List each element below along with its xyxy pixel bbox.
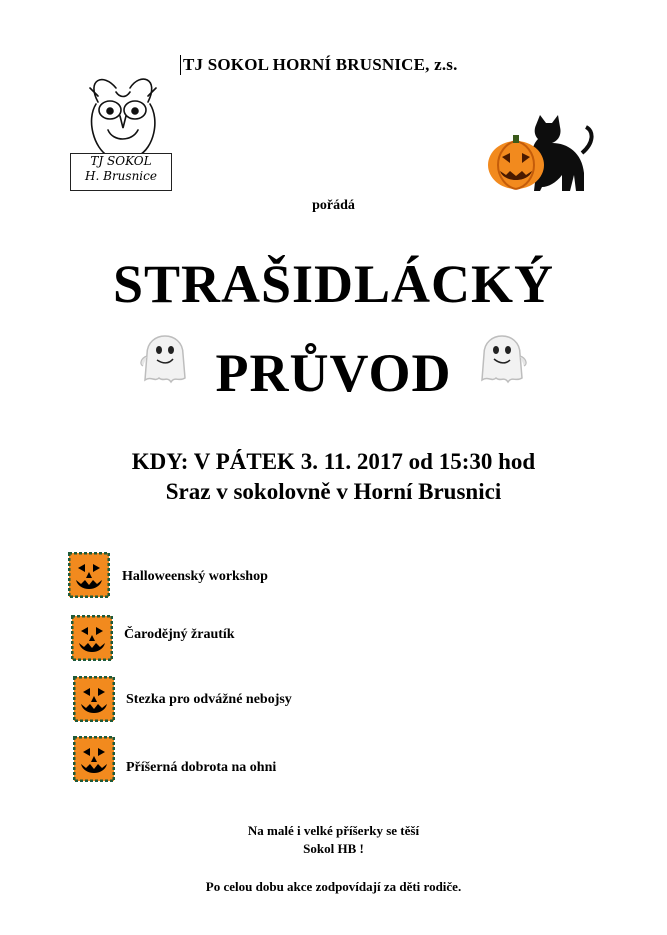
list-item <box>73 676 115 727</box>
activity-label: Příšerná dobrota na ohni <box>126 760 277 775</box>
pumpkin-stamp-icon <box>71 615 113 661</box>
parents-notice: Po celou dobu akce zodpovídají za děti rodiče. <box>205 879 462 894</box>
presents-text: pořádá <box>312 198 355 213</box>
title-line-2: PRŮVOD <box>215 343 452 403</box>
owl-icon <box>68 70 178 160</box>
ghost-icon-right <box>474 322 530 386</box>
title-line-1: STRAŠIDLÁCKÝ <box>112 254 555 314</box>
pumpkin-stamp-icon <box>73 676 115 722</box>
activity-label: Čarodějný žrautík <box>124 627 235 642</box>
pumpkin-stamp-icon <box>68 552 110 598</box>
event-meeting-place: Sraz v sokolovně v Horní Brusnici <box>165 479 502 504</box>
closing-line-1: Na malé i velké příšerky se těší <box>247 823 420 838</box>
event-when: KDY: V PÁTEK 3. 11. 2017 od 15:30 hod <box>131 449 536 474</box>
logo-line-2: H. Brusnice <box>85 169 157 183</box>
list-item <box>73 736 115 787</box>
list-item <box>71 615 113 666</box>
sokol-logo-sign <box>70 153 172 191</box>
activity-label: Stezka pro odvážné nebojsy <box>126 692 292 707</box>
cat-pumpkin-icon <box>486 113 596 193</box>
activity-label: Halloweenský workshop <box>122 569 268 584</box>
closing-line-2: Sokol HB ! <box>303 841 364 856</box>
logo-line-1: TJ SOKOL <box>90 154 152 168</box>
pumpkin-stamp-icon <box>73 736 115 782</box>
organizer-name: TJ SOKOL HORNÍ BRUSNICE, z.s. <box>180 55 458 75</box>
list-item <box>68 552 110 603</box>
